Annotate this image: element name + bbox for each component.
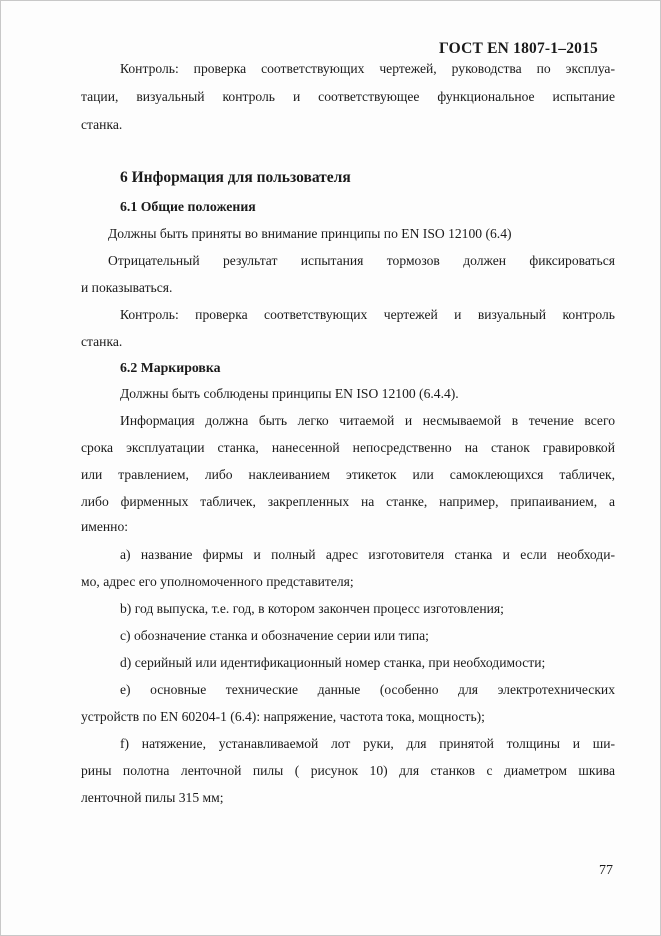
- standard-header: ГОСТ EN 1807-1–2015: [439, 40, 598, 57]
- list-item-d: d) серийный или идентификационный номер станка, при необходимости;: [120, 655, 546, 670]
- list-item-e: e) основные технические данные (особенно для электротехнических: [120, 682, 615, 697]
- paragraph-line: именно:: [81, 519, 129, 534]
- paragraph-line: либо фирменных табличек, закрепленных на станке, например, припаиванием, а: [81, 494, 615, 509]
- list-item-b: b) год выпуска, т.е. год, в котором закончен процесс изготовления;: [120, 601, 504, 616]
- paragraph-line: Отрицательный результат испытания тормозов должен фиксироваться: [108, 253, 615, 268]
- paragraph-line: и показываться.: [81, 280, 173, 295]
- subsection-heading: 6.2 Маркировка: [120, 360, 221, 375]
- paragraph-line: Контроль: проверка соответствующих чертежей и визуальный контроль: [120, 307, 615, 322]
- list-item-f: f) натяжение, устанавливаемой лот руки, для принятой толщины и ши-: [120, 736, 615, 751]
- paragraph-line: или травлением, либо наклеиванием этикеток или самоклеющихся табличек,: [81, 467, 615, 482]
- list-item-f-cont: ленточной пилы 315 мм;: [81, 790, 224, 805]
- paragraph-line: Контроль: проверка соответствующих чертежей, руководства по эксплуа-: [120, 61, 615, 76]
- paragraph-line: станка.: [81, 117, 123, 132]
- list-item-f-cont: рины полотна ленточной пилы ( рисунок 10) для станков с диаметром шкива: [81, 763, 615, 778]
- paragraph-line: тации, визуальный контроль и соответствующее функциональное испытание: [81, 89, 615, 104]
- subsection-heading: 6.1 Общие положения: [120, 199, 256, 214]
- list-item-e-cont: устройств по EN 60204-1 (6.4): напряжение, частота тока, мощность);: [81, 709, 485, 724]
- list-item-c: c) обозначение станка и обозначение серии или типа;: [120, 628, 429, 643]
- paragraph-line: Должны быть приняты во внимание принципы по EN ISO 12100 (6.4): [108, 226, 512, 241]
- paragraph-line: срока эксплуатации станка, нанесенной непосредственно на станок гравировкой: [81, 440, 615, 455]
- paragraph-line: Должны быть соблюдены принципы EN ISO 12100 (6.4.4).: [120, 386, 459, 401]
- paragraph-line: станка.: [81, 334, 123, 349]
- list-item-a: a) название фирмы и полный адрес изготовителя станка и если необходи-: [120, 547, 615, 562]
- section-heading: 6 Информация для пользователя: [120, 169, 351, 186]
- list-item-a-cont: мо, адрес его уполномоченного представителя;: [81, 574, 354, 589]
- paragraph-line: Информация должна быть легко читаемой и несмываемой в течение всего: [120, 413, 615, 428]
- page-number: 77: [599, 863, 613, 878]
